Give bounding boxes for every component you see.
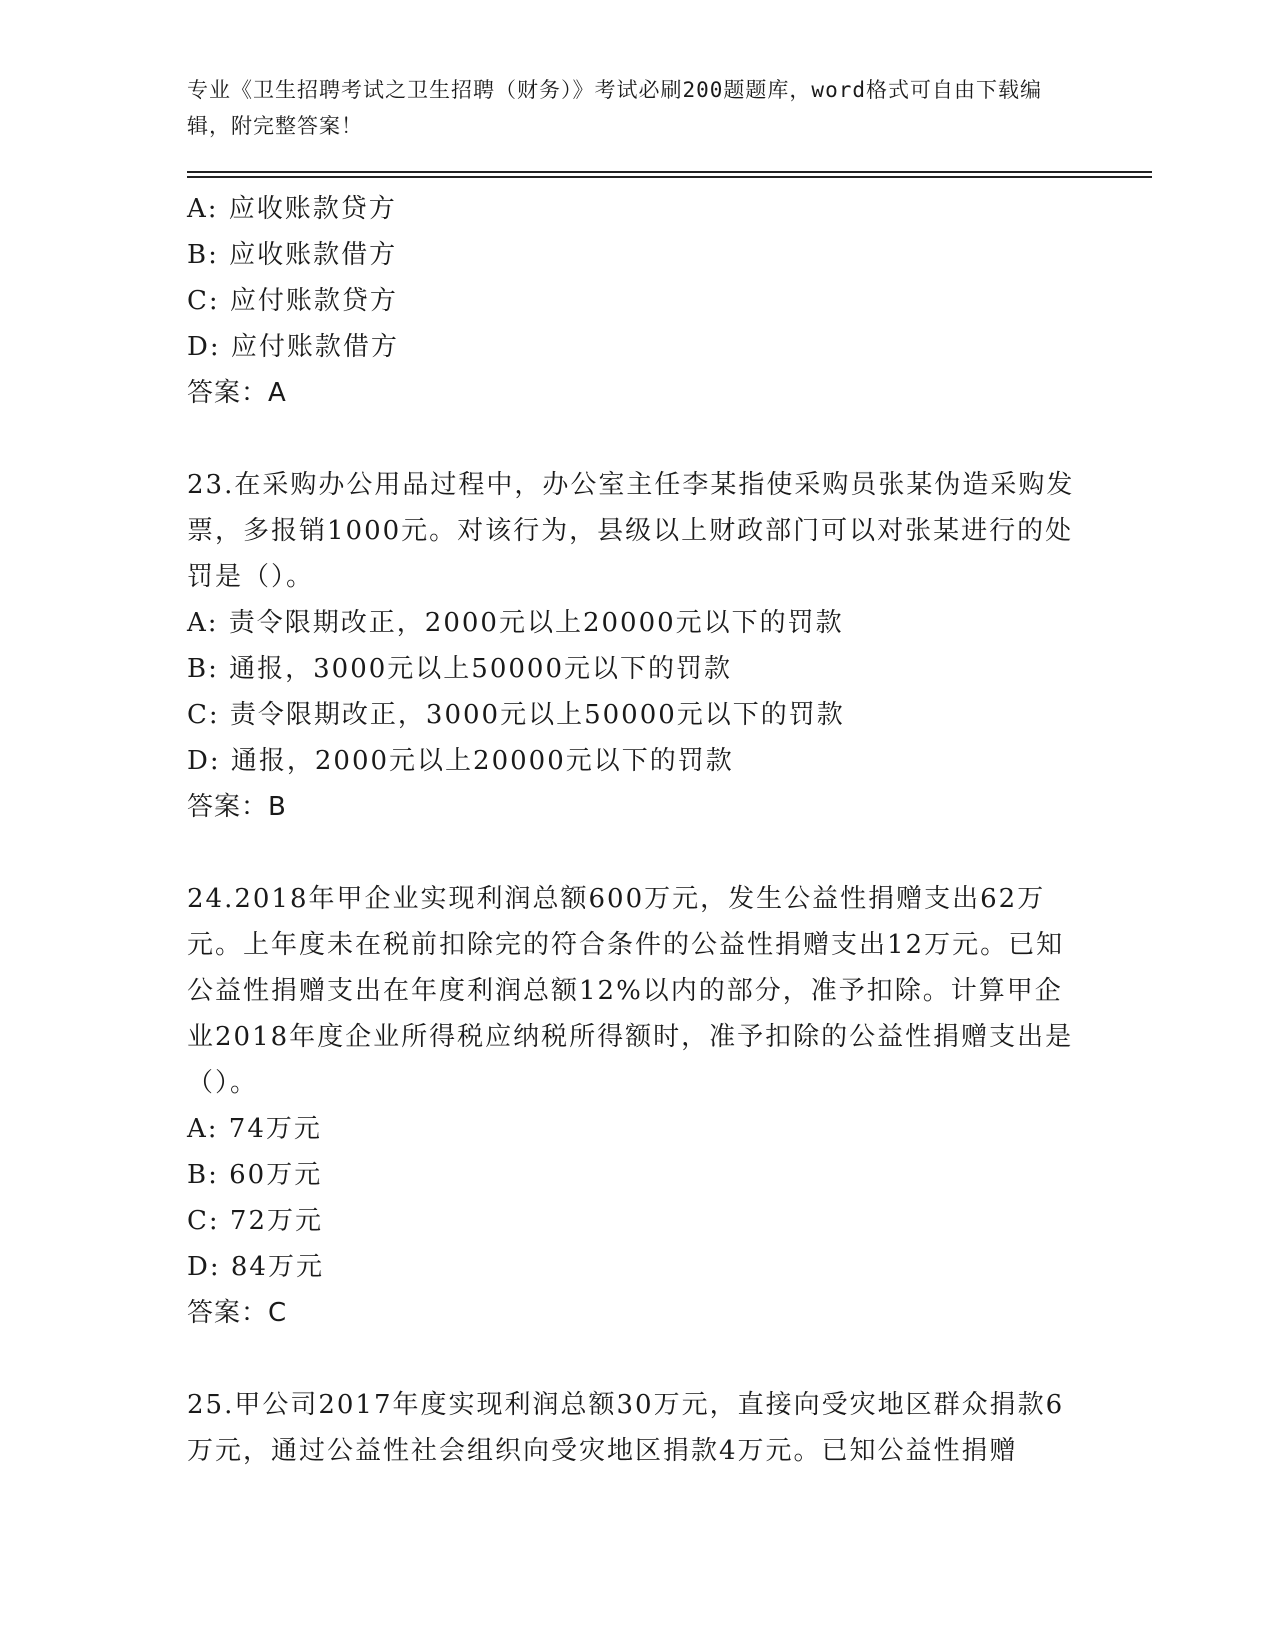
option-b: B: 通报，3000元以上50000元以下的罚款 xyxy=(187,654,733,684)
option-c: C: 责令限期改正，3000元以上50000元以下的罚款 xyxy=(187,700,845,730)
answer-line: 答案：C xyxy=(187,1298,288,1328)
question-23 xyxy=(187,462,1087,830)
option-d: D: 84万元 xyxy=(187,1252,324,1282)
option-b: B: 应收账款借方 xyxy=(187,240,398,270)
question-stem: 24.2018年甲企业实现利润总额600万元，发生公益性捐赠支出62万元。上年度未在税前扣除完的符合条件的公益性捐赠支出12万元。已知公益性捐赠支出在年度利润总额12%以内的部分，准予扣除。计算甲企业2018年度企业所得税应纳税所得额时，准予扣除的公益性捐赠支出是（）。 xyxy=(187,884,1074,1098)
answer-line: 答案：B xyxy=(187,792,287,822)
document-header xyxy=(187,72,1067,144)
question-25 xyxy=(187,1382,1087,1474)
option-a: A: 应收账款贷方 xyxy=(187,194,397,224)
header-rule-bottom xyxy=(187,176,1152,178)
option-c: C: 应付账款贷方 xyxy=(187,286,398,316)
header-text: 专业《卫生招聘考试之卫生招聘（财务）》考试必刷200题题库，word格式可自由下载编辑，附完整答案！ xyxy=(187,78,1042,138)
question-stem: 23.在采购办公用品过程中，办公室主任李某指使采购员张某伪造采购发票，多报销1000元。对该行为，县级以上财政部门可以对张某进行的处罚是（）。 xyxy=(187,470,1075,592)
option-a: A: 责令限期改正，2000元以上20000元以下的罚款 xyxy=(187,608,844,638)
question-24 xyxy=(187,876,1087,1336)
header-rule-top xyxy=(187,171,1152,173)
option-a: A: 74万元 xyxy=(187,1114,322,1144)
question-stem: 25.甲公司2017年度实现利润总额30万元，直接向受灾地区群众捐款6万元，通过公益性社会组织向受灾地区捐款4万元。已知公益性捐赠 xyxy=(187,1390,1065,1466)
answer-line: 答案：A xyxy=(187,378,287,408)
option-b: B: 60万元 xyxy=(187,1160,323,1190)
prev-question-block xyxy=(187,186,1087,416)
option-d: D: 通报，2000元以上20000元以下的罚款 xyxy=(187,746,734,776)
option-d: D: 应付账款借方 xyxy=(187,332,399,362)
option-c: C: 72万元 xyxy=(187,1206,324,1236)
document-body xyxy=(187,186,1087,1474)
